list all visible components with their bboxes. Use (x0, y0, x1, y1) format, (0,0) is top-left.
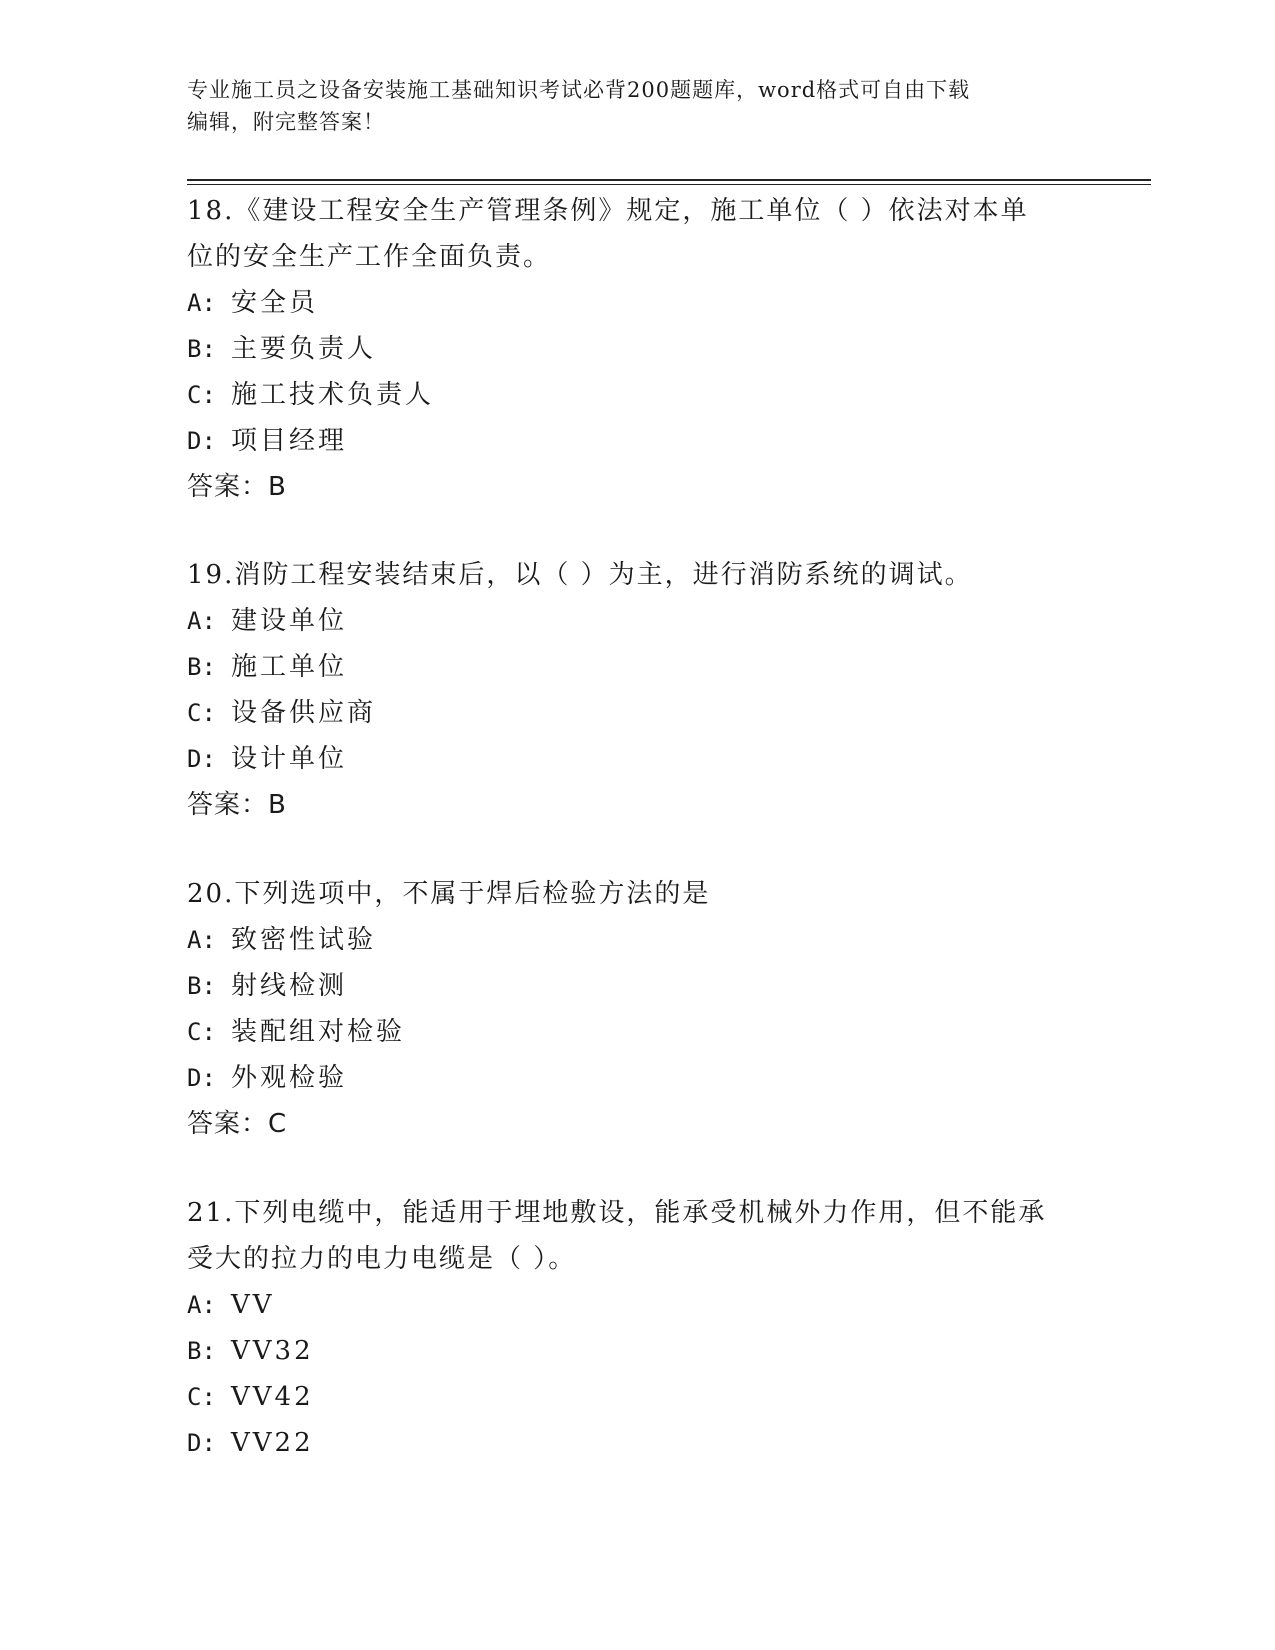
option-letter: B: (187, 335, 216, 363)
option-text: 施工技术负责人 (231, 380, 435, 410)
option-d (187, 1420, 1067, 1466)
option-text: VV22 (231, 1428, 314, 1458)
option-b (187, 963, 1067, 1009)
header-divider-thin (187, 184, 1151, 185)
question-21 (187, 1190, 1067, 1466)
option-a (187, 917, 1067, 963)
option-letter: C: (187, 1383, 216, 1411)
option-b (187, 326, 1067, 372)
question-stem-line-1: 20.下列选项中，不属于焊后检验方法的是 (187, 879, 711, 909)
answer-line: 答案：B (187, 472, 287, 502)
option-letter: A: (187, 926, 216, 954)
option-text: 安全员 (231, 288, 319, 318)
option-letter: C: (187, 699, 216, 727)
document-header (187, 74, 1067, 138)
question-stem-line-1: 21.下列电缆中，能适用于埋地敷设，能承受机械外力作用，但不能承 (187, 1198, 1047, 1228)
option-c (187, 1374, 1067, 1420)
option-text: 装配组对检验 (231, 1017, 406, 1047)
option-a (187, 598, 1067, 644)
option-letter: B: (187, 1337, 216, 1365)
option-letter: C: (187, 381, 216, 409)
option-text: 项目经理 (231, 426, 348, 456)
question-19 (187, 552, 1067, 828)
header-divider-thick (187, 179, 1151, 181)
question-stem-line-1: 18.《建设工程安全生产管理条例》规定，施工单位（ ）依法对本单 (187, 196, 1029, 226)
option-text: VV42 (231, 1382, 314, 1412)
option-text: VV (231, 1290, 275, 1320)
answer-line: 答案：B (187, 790, 287, 820)
question-stem-line-1: 19.消防工程安装结束后，以（ ）为主，进行消防系统的调试。 (187, 560, 973, 590)
option-text: 主要负责人 (231, 334, 377, 364)
option-d (187, 736, 1067, 782)
option-letter: A: (187, 1291, 216, 1319)
option-letter: B: (187, 972, 216, 1000)
answer-line: 答案：C (187, 1109, 288, 1139)
option-text: 施工单位 (231, 652, 348, 682)
option-c (187, 1009, 1067, 1055)
option-letter: A: (187, 289, 216, 317)
question-20 (187, 871, 1067, 1147)
question-18 (187, 188, 1067, 510)
option-text: 外观检验 (231, 1063, 348, 1093)
option-d (187, 418, 1067, 464)
option-letter: D: (187, 1064, 216, 1092)
option-letter: B: (187, 653, 216, 681)
option-text: 射线检测 (231, 971, 348, 1001)
option-b (187, 644, 1067, 690)
option-letter: D: (187, 427, 216, 455)
question-stem-line-2: 位的安全生产工作全面负责。 (187, 242, 552, 272)
question-stem-line-2: 受大的拉力的电力电缆是（ ）。 (187, 1244, 577, 1274)
option-text: 设备供应商 (231, 698, 377, 728)
option-c (187, 690, 1067, 736)
option-a (187, 1282, 1067, 1328)
header-line-2: 编辑，附完整答案！ (187, 110, 385, 134)
option-c (187, 372, 1067, 418)
option-text: 设计单位 (231, 744, 348, 774)
option-letter: D: (187, 745, 216, 773)
option-a (187, 280, 1067, 326)
option-letter: C: (187, 1018, 216, 1046)
option-text: 建设单位 (231, 606, 348, 636)
option-letter: D: (187, 1429, 216, 1457)
option-b (187, 1328, 1067, 1374)
option-text: VV32 (231, 1336, 314, 1366)
option-text: 致密性试验 (231, 925, 377, 955)
header-line-1: 专业施工员之设备安装施工基础知识考试必背200题题库，word格式可自由下载 (187, 78, 971, 102)
option-d (187, 1055, 1067, 1101)
option-letter: A: (187, 607, 216, 635)
